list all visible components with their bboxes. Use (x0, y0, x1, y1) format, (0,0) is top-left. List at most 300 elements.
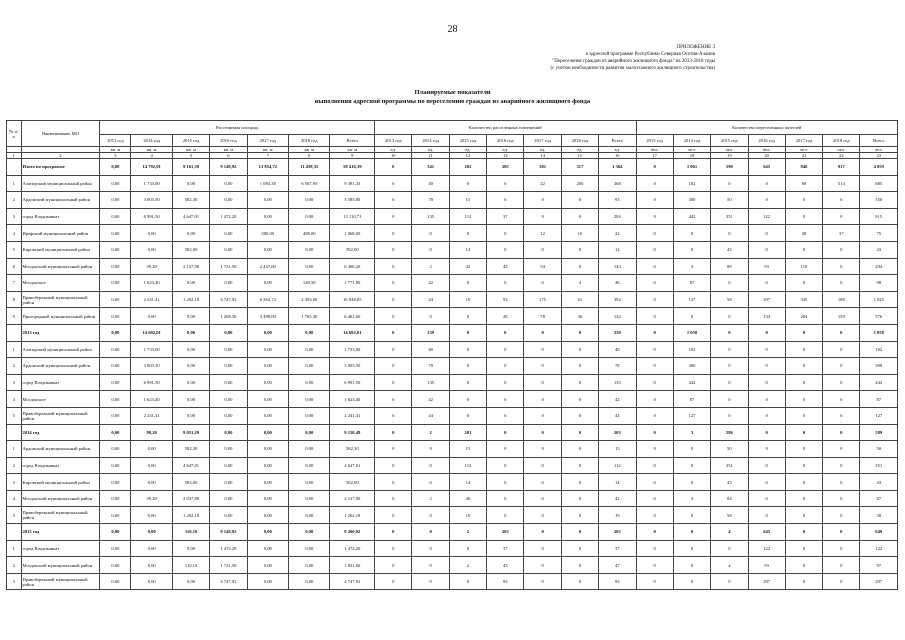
value-cell: 0 (375, 291, 412, 308)
value-cell: 0 (412, 225, 449, 242)
header-year: 2017 год (524, 135, 561, 147)
value-cell: 0 (487, 374, 524, 391)
header-year: Всего (599, 135, 636, 147)
value-cell: 0,00 (131, 225, 172, 242)
value-cell: 0,00 (247, 241, 288, 258)
value-cell: 0 (711, 358, 748, 375)
units-cell: чел. (785, 147, 822, 153)
value-cell: 0,00 (131, 540, 172, 557)
value-cell: 28 (487, 308, 524, 325)
value-cell: 58 (711, 291, 748, 308)
value-cell: 4 059 (860, 159, 898, 176)
value-cell: 15 (599, 441, 636, 458)
value-cell: 43 (860, 241, 898, 258)
row-number: 4 (7, 490, 22, 507)
value-cell: 0,00 (100, 358, 131, 375)
value-cell: 341 (412, 159, 449, 176)
column-number: 6 (210, 153, 247, 159)
value-cell: 0 (673, 573, 710, 590)
value-cell: 0 (748, 407, 785, 424)
value-cell: 0,00 (289, 490, 330, 507)
value-cell: 0 (748, 241, 785, 258)
value-cell: 2 137,90 (172, 258, 209, 275)
value-cell: 0 (785, 573, 822, 590)
value-cell: 2 (412, 258, 449, 275)
value-cell: 0,00 (247, 358, 288, 375)
value-cell: 0,00 (247, 573, 288, 590)
column-number: 16 (599, 153, 636, 159)
appendix-line: к адресной программе Республики Северная Осетия-Алания (585, 52, 715, 57)
header-rooms: Количество расселенных помещений (375, 121, 636, 135)
value-cell: 54 (524, 258, 561, 275)
units-cell: чел. (711, 147, 748, 153)
value-cell: 10 (561, 225, 598, 242)
value-cell: 0 (673, 457, 710, 474)
value-cell: 142 (599, 308, 636, 325)
value-cell: 102 (673, 175, 710, 192)
title-line: выполнения адресной программы по переселению граждан из аварийного жилищного фонда (314, 98, 591, 105)
value-cell: 0,00 (289, 441, 330, 458)
value-cell: 582,30 (172, 192, 209, 209)
value-cell: 0 (785, 341, 822, 358)
value-cell: 589 (860, 424, 898, 441)
value-cell: 0 (748, 441, 785, 458)
value-cell: 9 149,92 (210, 159, 247, 176)
value-cell: 0 (785, 391, 822, 408)
value-cell: 1 733,00 (131, 341, 172, 358)
row-number: 2 (7, 358, 22, 375)
value-cell: 0 (711, 573, 748, 590)
value-cell: 0 (823, 507, 860, 524)
value-cell: 87 (673, 275, 710, 292)
units-cell: ед. (375, 147, 412, 153)
value-cell: 0 (636, 540, 673, 557)
row-number: 6 (7, 258, 22, 275)
value-cell: 351 (711, 208, 748, 225)
value-cell: 0 (375, 457, 412, 474)
value-cell: 87 (860, 391, 898, 408)
value-cell: 122 (748, 208, 785, 225)
value-cell: 78 (412, 192, 449, 209)
value-cell: 36 (561, 308, 598, 325)
row-name: 2014 год (21, 424, 100, 441)
row-name: 2015 год (21, 524, 100, 541)
value-cell: 0 (636, 159, 673, 176)
row-name: Правобережный муниципальный район (21, 507, 100, 524)
column-number: 4 (131, 153, 172, 159)
value-cell: 4 647,01 (172, 208, 209, 225)
value-cell: 0,00 (131, 308, 172, 325)
value-cell: 0 (823, 540, 860, 557)
units-cell: кв. м (100, 147, 131, 153)
value-cell: 0 (823, 391, 860, 408)
value-cell: 0 (561, 341, 598, 358)
header-year: 2018 год (823, 135, 860, 147)
value-cell: 0 (636, 374, 673, 391)
value-cell: 317 (561, 159, 598, 176)
value-cell: 0 (561, 490, 598, 507)
table-row (7, 192, 898, 209)
value-cell: 3 003,50 (131, 192, 172, 209)
value-cell: 0 (748, 457, 785, 474)
value-cell: 9 381,33 (330, 175, 375, 192)
value-cell: 0,00 (210, 275, 247, 292)
row-number: 5 (7, 241, 22, 258)
value-cell: 0 (636, 557, 673, 574)
value-cell: 0 (561, 407, 598, 424)
value-cell: 0,00 (100, 424, 131, 441)
value-cell: 0 (711, 391, 748, 408)
value-cell: 0 (636, 291, 673, 308)
value-cell: 14 (599, 241, 636, 258)
row-number (7, 424, 22, 441)
value-cell: 122 (748, 540, 785, 557)
value-cell: 0 (561, 424, 598, 441)
units-cell: кв. м (210, 147, 247, 153)
value-cell: 0 (785, 192, 822, 209)
value-cell: 0 (412, 457, 449, 474)
value-cell: 40 (599, 341, 636, 358)
value-cell: 46 (599, 275, 636, 292)
value-cell: 0 (375, 241, 412, 258)
value-cell: 0 (823, 490, 860, 507)
value-cell: 0,00 (247, 208, 288, 225)
value-cell: 0 (487, 441, 524, 458)
row-name: Итого по программе (21, 159, 100, 176)
units-cell: кв. м (172, 147, 209, 153)
value-cell: 301 (524, 159, 561, 176)
value-cell: 0,00 (100, 441, 131, 458)
table-row (7, 424, 898, 441)
value-cell: 11 458,35 (289, 159, 330, 176)
value-cell: 1 623,40 (131, 275, 172, 292)
header-year: 2013 год (375, 135, 412, 147)
value-cell: 582,30 (330, 441, 375, 458)
value-cell: 19 (449, 291, 486, 308)
value-cell: 0 (375, 175, 412, 192)
value-cell: 0 (561, 374, 598, 391)
value-cell: 0 (487, 241, 524, 258)
value-cell: 127 (860, 407, 898, 424)
value-cell: 0 (785, 275, 822, 292)
value-cell: 0 (375, 159, 412, 176)
row-number: 4 (7, 225, 22, 242)
value-cell: 0,00 (210, 457, 247, 474)
indicators-table (6, 120, 898, 590)
value-cell: 0 (823, 341, 860, 358)
value-cell: 1 472,20 (210, 540, 247, 557)
table-row (7, 374, 898, 391)
value-cell: 0 (785, 358, 822, 375)
header-year: 2014 год (673, 135, 710, 147)
units-cell: кв. м (289, 147, 330, 153)
value-cell: 582,00 (330, 474, 375, 491)
value-cell: 0 (785, 457, 822, 474)
value-cell: 0 (487, 275, 524, 292)
value-cell: 0 (487, 358, 524, 375)
value-cell: 297 (860, 573, 898, 590)
value-cell: 0 (375, 341, 412, 358)
value-cell: 1 765,30 (289, 308, 330, 325)
value-cell: 93 (599, 573, 636, 590)
value-cell: 135 (599, 374, 636, 391)
value-cell: 4 647,01 (330, 457, 375, 474)
value-cell: 1 202,18 (330, 507, 375, 524)
value-cell: 14 (449, 241, 486, 258)
value-cell: 0 (785, 208, 822, 225)
value-cell: 84 (711, 490, 748, 507)
value-cell: 1 721,50 (210, 258, 247, 275)
table-row (7, 474, 898, 491)
value-cell: 0,00 (247, 524, 288, 541)
value-cell: 0 (487, 507, 524, 524)
value-cell: 0 (375, 192, 412, 209)
value-cell: 915 (860, 208, 898, 225)
column-number: 9 (330, 153, 375, 159)
header-year: 2015 год (449, 135, 486, 147)
row-name: Ардонский муниципальный район (21, 192, 100, 209)
value-cell: 69 (785, 175, 822, 192)
value-cell: 50 (711, 192, 748, 209)
value-cell: 917 (823, 159, 860, 176)
column-number: 18 (673, 153, 710, 159)
value-cell: 0,00 (100, 291, 131, 308)
value-cell: 0 (636, 208, 673, 225)
units-cell: чел. (860, 147, 898, 153)
value-cell: 0,00 (100, 192, 131, 209)
value-cell: 0 (375, 407, 412, 424)
value-cell: 3 488,00 (247, 308, 288, 325)
value-cell: 14 (599, 474, 636, 491)
value-cell: 0 (636, 490, 673, 507)
value-cell: 586 (711, 424, 748, 441)
value-cell: 0 (487, 490, 524, 507)
value-cell: 0,00 (131, 524, 172, 541)
value-cell: 0,00 (247, 374, 288, 391)
value-cell: 4 747,92 (210, 573, 247, 590)
value-cell: 0 (636, 175, 673, 192)
value-cell: 1 831,60 (330, 557, 375, 574)
value-cell: 58 (860, 507, 898, 524)
table-row (7, 225, 898, 242)
value-cell: 0 (823, 258, 860, 275)
value-cell: 37 (487, 540, 524, 557)
value-cell: 43 (860, 474, 898, 491)
column-number: 17 (636, 153, 673, 159)
value-cell: 284 (785, 308, 822, 325)
value-cell: 110,10 (172, 524, 209, 541)
value-cell: 0,00 (210, 474, 247, 491)
value-cell: 0,00 (172, 225, 209, 242)
value-cell: 0 (524, 457, 561, 474)
value-cell: 0,00 (247, 540, 288, 557)
value-cell: 0 (375, 557, 412, 574)
value-cell: 0,00 (210, 490, 247, 507)
value-cell: 0 (524, 341, 561, 358)
value-cell: 488,00 (289, 225, 330, 242)
header-year: 2015 год (711, 135, 748, 147)
units-cell: ед. (524, 147, 561, 153)
row-number (7, 159, 22, 176)
value-cell: 1 721,50 (210, 557, 247, 574)
table-row (7, 490, 898, 507)
value-cell: 143 (599, 258, 636, 275)
value-cell: 0,00 (289, 391, 330, 408)
value-cell: 442 (673, 208, 710, 225)
value-cell: 0 (748, 391, 785, 408)
row-number: 1 (7, 441, 22, 458)
header-year: Всего (330, 135, 375, 147)
table-row (7, 457, 898, 474)
value-cell: 0,00 (172, 407, 209, 424)
value-cell: 1 202,18 (172, 291, 209, 308)
value-cell: 0 (487, 457, 524, 474)
value-cell: 0 (561, 524, 598, 541)
value-cell: 9 051,29 (172, 424, 209, 441)
value-cell: 15 (449, 192, 486, 209)
value-cell: 0,00 (172, 573, 209, 590)
value-cell: 112 (449, 457, 486, 474)
value-cell: 0,00 (247, 557, 288, 574)
document-title (0, 88, 905, 106)
value-cell: 284 (599, 208, 636, 225)
value-cell: 127 (673, 407, 710, 424)
value-cell: 0,00 (247, 474, 288, 491)
value-cell: 294 (860, 258, 898, 275)
value-cell: 0 (487, 324, 524, 341)
value-cell: 0 (748, 341, 785, 358)
value-cell: 6 461,60 (330, 308, 375, 325)
value-cell: 0,00 (289, 358, 330, 375)
value-cell: 300 (673, 358, 710, 375)
value-cell: 582,30 (172, 441, 209, 458)
row-number: 1 (7, 341, 22, 358)
value-cell: 0,00 (100, 324, 131, 341)
value-cell: 0 (673, 308, 710, 325)
value-cell: 93 (748, 557, 785, 574)
value-cell: 0 (524, 324, 561, 341)
value-cell: 0,00 (210, 441, 247, 458)
table-row (7, 208, 898, 225)
units-cell: кв. м (330, 147, 375, 153)
value-cell: 4 (711, 524, 748, 541)
table-row (7, 241, 898, 258)
column-number: 3 (100, 153, 131, 159)
value-cell: 0 (785, 490, 822, 507)
value-cell: 0 (524, 407, 561, 424)
value-cell: 339 (412, 324, 449, 341)
value-cell: 0 (524, 507, 561, 524)
value-cell: 0,00 (131, 474, 172, 491)
value-cell: 0 (561, 557, 598, 574)
value-cell: 0 (561, 441, 598, 458)
value-cell: 0 (673, 507, 710, 524)
value-cell: 3 003,50 (131, 358, 172, 375)
row-number: 2 (7, 457, 22, 474)
value-cell: 6 991,50 (330, 374, 375, 391)
value-cell: 12 (524, 225, 561, 242)
value-cell: 0 (524, 490, 561, 507)
value-cell: 0 (823, 441, 860, 458)
value-cell: 42 (412, 275, 449, 292)
value-cell: 0 (785, 241, 822, 258)
value-cell: 1 061 (673, 159, 710, 176)
row-name: Моздокское (21, 275, 100, 292)
table-row (7, 358, 898, 375)
value-cell: 0,00 (289, 524, 330, 541)
value-cell: 2 241,41 (131, 291, 172, 308)
value-cell: 0 (636, 241, 673, 258)
value-cell: 0,00 (100, 457, 131, 474)
value-cell: 0 (823, 374, 860, 391)
value-cell: 0,00 (100, 573, 131, 590)
value-cell: 0,00 (210, 407, 247, 424)
value-cell: 87 (860, 490, 898, 507)
header-year: 2016 год (487, 135, 524, 147)
value-cell: 0 (785, 524, 822, 541)
table-row (7, 524, 898, 541)
value-cell: 0 (711, 225, 748, 242)
value-cell: 0 (375, 507, 412, 524)
value-cell: 0 (561, 358, 598, 375)
value-cell: 0 (412, 507, 449, 524)
value-cell: 0,00 (172, 175, 209, 192)
value-cell: 0 (785, 441, 822, 458)
value-cell: 1 068,00 (330, 225, 375, 242)
value-cell: 0 (487, 341, 524, 358)
value-cell: 78 (599, 358, 636, 375)
value-cell: 3 (673, 490, 710, 507)
value-cell: 0 (748, 225, 785, 242)
value-cell: 0 (823, 573, 860, 590)
value-cell: 0 (524, 208, 561, 225)
value-cell: 0,00 (289, 258, 330, 275)
column-number: 14 (524, 153, 561, 159)
value-cell: 0 (524, 424, 561, 441)
value-cell: 0 (823, 241, 860, 258)
value-cell: 0,00 (210, 358, 247, 375)
value-cell: 0,00 (172, 341, 209, 358)
value-cell: 205 (487, 159, 524, 176)
value-cell: 0 (673, 474, 710, 491)
value-cell: 0 (748, 358, 785, 375)
value-cell: 0,00 (247, 391, 288, 408)
value-cell: 0 (487, 474, 524, 491)
value-cell: 0 (823, 275, 860, 292)
value-cell: 148,50 (289, 275, 330, 292)
value-cell: 0,00 (247, 275, 288, 292)
row-number: 4 (7, 391, 22, 408)
value-cell: 110 (785, 258, 822, 275)
value-cell: 0,00 (100, 391, 131, 408)
row-number: 9 (7, 308, 22, 325)
value-cell: 582,00 (172, 241, 209, 258)
column-number: 1 (7, 153, 22, 159)
value-cell: 0,00 (100, 241, 131, 258)
row-name: 2013 год (21, 324, 100, 341)
value-cell: 9 260,02 (330, 524, 375, 541)
value-cell: 6 991,50 (131, 208, 172, 225)
row-name: Пригородный муниципальный район (21, 308, 100, 325)
value-cell: 0,00 (247, 424, 288, 441)
value-cell: 0 (487, 225, 524, 242)
value-cell: 0 (375, 358, 412, 375)
value-cell: 0,00 (289, 474, 330, 491)
value-cell: 0 (487, 391, 524, 408)
value-cell: 0,00 (100, 258, 131, 275)
value-cell: 4 647,01 (172, 457, 209, 474)
value-cell: 0,00 (247, 341, 288, 358)
